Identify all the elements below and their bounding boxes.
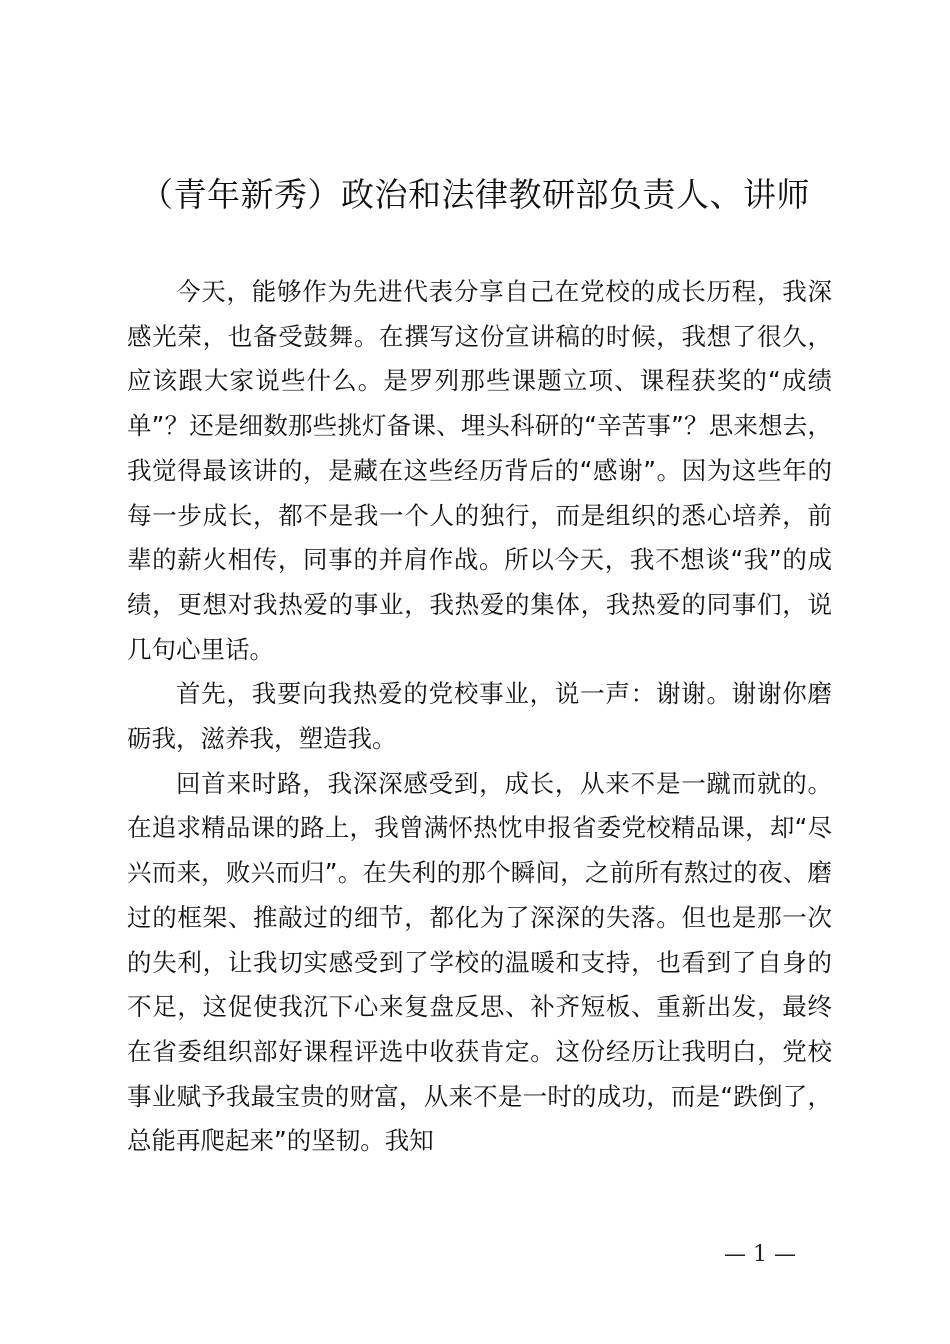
- paragraph: 首先，我要向我热爱的党校事业，说一声：谢谢。谢谢你磨砺我，滋养我，塑造我。: [127, 679, 832, 754]
- page-number: — 1 —: [724, 1242, 796, 1267]
- document-title: （青年新秀）政治和法律教研部负责人、讲师: [140, 175, 810, 214]
- paragraph: 今天，能够作为先进代表分享自己在党校的成长历程，我深感光荣，也备受鼓舞。在撰写这份宣讲稿的时候，我想了很久，应该跟大家说些什么。是罗列那些课题立项、课程获奖的“成绩单”？还是细数那些挑灯备课、埋头科研的“辛苦事”？思来想去，我觉得最该讲的，是藏在这些经历背后的“感谢”。因为这些年的每一步成长，都不是我一个人的独行，而是组织的悉心培养，前辈的薪火相传，同事的并肩作战。所以今天，我不想谈“我”的成绩，更想对我热爱的事业，我热爱的集体，我热爱的同事们，说几句心里话。: [127, 277, 832, 664]
- document-body: [127, 270, 832, 1164]
- paragraph: 回首来时路，我深深感受到，成长，从来不是一蹴而就的。在追求精品课的路上，我曾满怀热忱申报省委党校精品课，却“尽兴而来，败兴而归”。在失利的那个瞬间，之前所有熬过的夜、磨过的框架、推敲过的细节，都化为了深深的失落。但也是那一次的失利，让我切实感受到了学校的温暖和支持，也看到了自身的不足，这促使我沉下心来复盘反思、补齐短板、重新出发，最终在省委组织部好课程评选中收获肯定。这份经历让我明白，党校事业赋予我最宝贵的财富，从来不是一时的成功，而是“跌倒了，总能再爬起来”的坚韧。我知: [127, 768, 832, 1156]
